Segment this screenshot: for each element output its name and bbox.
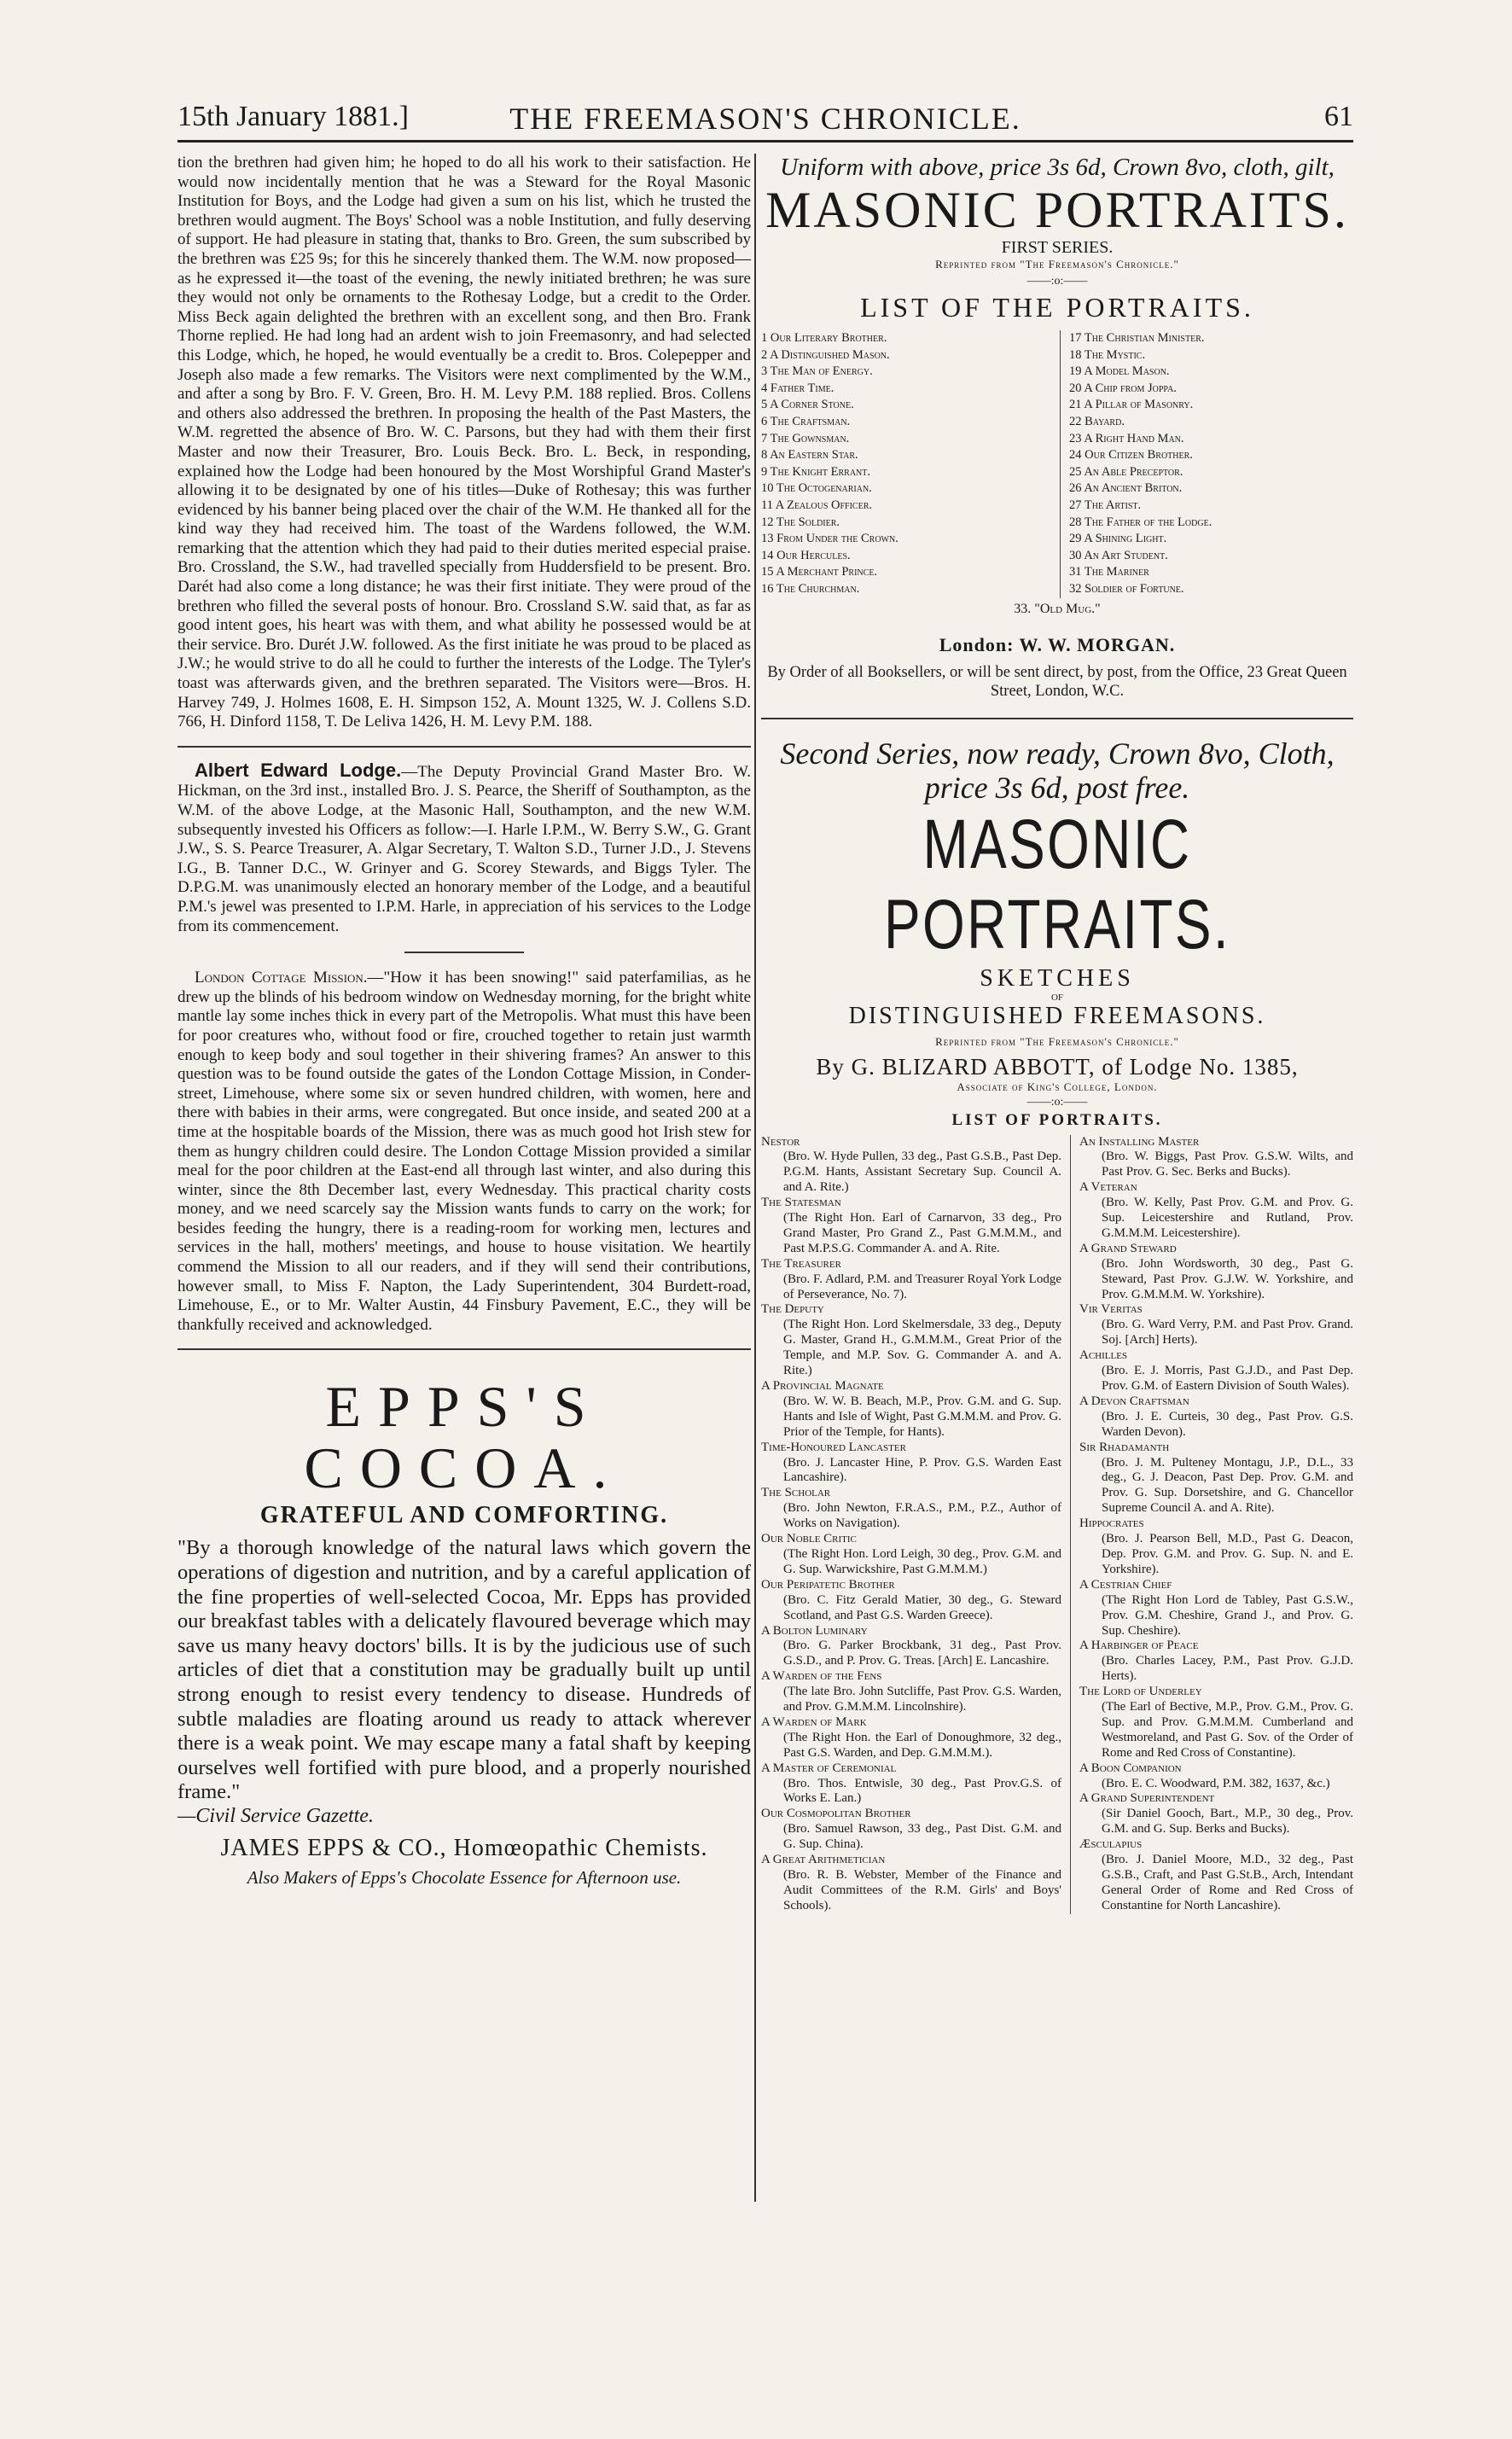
left-column (177, 154, 751, 1889)
sketch-title: The Scholar (761, 1486, 831, 1500)
sketch-description: (Bro. F. Adlard, P.M. and Treasurer Royal York Lodge of Perseverance, No. 7). (783, 1272, 1061, 1301)
portrait-list-item: 2 A Distinguished Mason. (761, 347, 890, 362)
albert-edward-article (177, 761, 751, 936)
sketch-description: (Sir Daniel Gooch, Bart., M.P., 30 deg., Prov. G.M. and G. Sup. Berks and Bucks). (1102, 1807, 1353, 1837)
issue-date: 15th January 1881.] (177, 101, 410, 132)
advert-tagline: Uniform with above, price 3s 6d, Crown 8vo, cloth, gilt, (780, 154, 1335, 181)
portrait-list-item: 3 The Man of Energy. (761, 364, 873, 379)
sketch-description: (Bro. R. B. Webster, Member of the Finance and Audit Committees of the R.M. Girls' and Boys' Schools). (783, 1868, 1061, 1912)
advert-title: EPPS'S COCOA. (304, 1374, 625, 1501)
sketch-description: (The Right Hon Lord de Tabley, Past G.S.W., Prov. G.M. Cheshire, Grand J., and Prov. G. Sup. Cheshire). (1102, 1592, 1353, 1638)
sketch-entry (761, 1807, 1061, 1853)
sketch-description: (Bro. J. Daniel Moore, M.D., 32 deg., Past G.S.B., Craft, and Past G.St.B., Arch, Intendant General Order of Rome and Red Cross of Constantine for North Lancashire). (1102, 1853, 1353, 1912)
advert-tagline: Second Series, now ready, Crown 8vo, Cloth, (780, 736, 1335, 771)
portrait-list-right (1060, 330, 1353, 598)
sketch-description: (Bro. J. E. Curteis, 30 deg., Past Prov. G.S. Warden Devon). (1102, 1409, 1353, 1439)
portrait-list-item: 21 A Pillar of Masonry. (1069, 398, 1194, 412)
short-divider (404, 952, 524, 953)
ornament-divider: ——:o:—— (1026, 1095, 1088, 1109)
sketch-entry (761, 1302, 1061, 1379)
list-heading: LIST OF THE PORTRAITS. (860, 292, 1254, 323)
portrait-list-item: 16 The Churchman. (761, 581, 860, 596)
rothesay-report: tion the brethren had given him; he hoped to do all his work to their satisfaction. He would now incidentally mention that he was a Steward for the Royal Masonic Institution for Boys, and the Lodge had given a sum on his list, which he trusted the brethren would augment. The Boys' School was a noble Institution, and fully deserving of support. He had pleasure in stating that, thanks to Bro. Green, the sum subscribed by the brethren was £25 9s; for this he sincerely thanked them. The W.M. now proposed—as he expressed it—the toast of the evening, the newly initiated brethren; he was sure they would not only be ornaments to the Rothesay Lodge, but a credit to the Order. Miss Beck again delighted the brethren with an excellent song, and then Bro. Frank Thorne replied. He had long had an ardent wish to join Freemasonry, and had selected this Lodge, which, he hoped, he would eventually be a credit to. Bros. Colepepper and Joseph also made a few remarks. The Visitors were next complimented by the W.M., and after a song by Bro. F. V. Green, Bro. H. M. Levy P.M. 188 replied. Bros. Collens and others also addressed the brethren. In proposing the health of the Past Masters, the W.M. regretted the absence of Bro. W. C. Parsons, but they had with them their first Master and now their Treasurer, Bro. Louis Beck. Bro. L. Beck, in responding, explained how the Lodge had been honoured by the Most Worshipful Grand Master's allowing it to be designated by one of his titles—Duke of Rothesay; this was further evidenced by his banner being placed over the chair of the W.M. He thanked all for the kind way they had received him. The toast of the Wardens followed, the W.M. remarking that the attention which they had paid to their duties merited especial praise. Bro. Crossland, the S.W., had travelled specially from Huddersfield to be present. Bro. Darét had also come a long distance; he was their first initiate. They were proud of the brethren who filled the several posts of honour. Bro. Crossland S.W. said that, as far as good intent goes, his heart was with them, and what ability he possessed would be at their service. Bro. Durét J.W. followed. As the first initiate he was proud to be placed as J.W.; he would strive to do all he could to further the interests of the Lodge. The Tyler's toast was afterwards given, and the brethren separated. The Visitors were—Bros. H. Harvey 749, J. Holmes 1608, E. H. Simpson 152, A. Mount 1325, W. J. Collens S.D. 766, H. Dinford 1158, T. De Leliva 1426, H. M. Levy P.M. 188. (177, 154, 751, 731)
section-divider (177, 1348, 751, 1350)
sketch-description: (Bro. W. Kelly, Past Prov. G.M. and Prov. G. Sup. Leicestershire and Rutland, Prov. G.M.M.M. Leicestershire). (1102, 1196, 1353, 1240)
portrait-list-item: 30 An Art Student. (1069, 548, 1168, 562)
sketch-title: A Grand Superintendent (1079, 1791, 1215, 1806)
portrait-list-item: 11 A Zealous Officer. (761, 498, 873, 512)
sketch-title: Our Cosmopolitan Brother (761, 1807, 911, 1821)
sketch-title: A Warden of the Fens (761, 1669, 882, 1684)
sketch-entry (1079, 1135, 1353, 1181)
sketch-title: Achilles (1079, 1348, 1128, 1363)
portrait-list-item: 12 The Soldier. (761, 515, 840, 529)
portrait-list-item: 29 A Shining Light. (1069, 532, 1167, 546)
article-heading: Albert Edward Lodge. (195, 759, 402, 781)
sketch-description: (Bro. Samuel Rawson, 33 deg., Past Dist. G.M. and G. Sup. China). (783, 1822, 1061, 1852)
portrait-list-item: 32 Soldier of Fortune. (1069, 581, 1184, 596)
sketch-entry (761, 1532, 1061, 1578)
advert-subtitle: GRATEFUL AND COMFORTING. (259, 1502, 669, 1529)
sketch-entry (1079, 1441, 1353, 1517)
sketch-title: An Installing Master (1079, 1134, 1200, 1149)
sketch-description: (Bro. W. Hyde Pullen, 33 deg., Past G.S.B., Past Dep. P.G.M. Hants, Assistant Secretary Sup. Council A. and A. Rite.) (783, 1150, 1061, 1195)
reprinted-note: Reprinted from "The Freemason's Chronicle." (935, 258, 1179, 271)
advert-citation: —Civil Service Gazette. (177, 1804, 374, 1827)
advert-tagline-2: price 3s 6d, post free. (924, 770, 1190, 805)
sketch-description: (Bro. J. M. Pulteney Montagu, J.P., D.L., 33 deg., G. J. Deacon, Past Dep. Prov. G.M. and Prov. G. Sup. Dorsetshire, and G. Chancellor Supreme Council A. and A. Rite). (1102, 1455, 1353, 1516)
sketch-entry (761, 1257, 1061, 1303)
right-column (761, 154, 1353, 1914)
cottage-mission-article (177, 969, 751, 1335)
sketch-entry (1079, 1242, 1353, 1303)
sketch-description: (Bro. John Wordsworth, 30 deg., Past G. Steward, Past Prov. G.J.W. W. Yorkshire, and Prov. G.M.M.M. W. Yorkshire). (1102, 1256, 1353, 1301)
sketch-title: Time-Honoured Lancaster (761, 1440, 906, 1454)
list-heading: LIST OF PORTRAITS. (951, 1110, 1163, 1129)
portrait-list-item: 28 The Father of the Lodge. (1069, 515, 1213, 529)
sketch-title: Nestor (761, 1134, 800, 1149)
sketch-title: A Master of Ceremonial (761, 1761, 897, 1775)
sketch-entry (1079, 1180, 1353, 1242)
epps-cocoa-advert (177, 1376, 751, 1889)
sketch-list-left (761, 1135, 1071, 1914)
sketch-title: A Cestrian Chief (1079, 1577, 1172, 1592)
sketch-description: (Bro. C. Fitz Gerald Matier, 30 deg., G. Steward Scotland, and Past G.S. Warden Greece). (783, 1592, 1061, 1622)
sketch-title: A Great Arithmetician (761, 1853, 886, 1867)
portrait-list-item: 31 The Mariner (1069, 565, 1149, 579)
header-rule (177, 140, 1353, 143)
sketch-description: (Bro. G. Ward Verry, P.M. and Past Prov. Grand. Soj. [Arch] Herts). (1102, 1318, 1353, 1348)
sketch-title: Our Noble Critic (761, 1532, 857, 1546)
sketch-description: (The Right Hon. Earl of Carnarvon, 33 deg., Pro Grand Master, Pro Grand Z., Past G.M.M.M., and Past M.P.S.G. Commander A. and A. Rite. (783, 1211, 1061, 1255)
author-line: By G. BLIZARD ABBOTT, of Lodge No. 1385, (816, 1053, 1299, 1080)
article-text: —"How it has been snowing!" said paterfamilias, as he drew up the blinds of his bedroom window on Wednesday morning, for the bright white mantle lay some inches thick in every part of the Metropolis. What must this have been for poor creatures who, without food or fire, crouched together to retain just warmth enough to keep body and soul together in their shivering frames? An answer to this question was to be found outside the gates of the London Cottage Mission, in Conder-street, Limehouse, where some six or seven hundred children, with women, here and there with babies in their arms, were congregated. But once inside, and seated 200 at a time at the hospitable boards of the Mission, there was as much good hot Irish stew for them as hungry children could desire. The London Cottage Mission provided a similar meal for the poor children at the East-end all through last winter, and also during this winter, since the 8th December last, every Wednesday. This practical charity costs money, and we need scarcely say the Mission wants funds to carry on the work; for besides feeding the hungry, there is a reading-room for working men, lectures and services in the hall, mothers' meetings, and house to house visitation. We heartily commend the Mission to all our readers, and if they will send their contributions, however small, to Miss F. Napton, the Lady Superintendent, 304 Burdett-road, Limehouse, E., or to Mr. Walter Austin, 44 Finsbury Pavement, E.C., they will be thankfully received and acknowledged. (177, 969, 751, 1334)
portrait-list-item: 9 The Knight Errant. (761, 464, 870, 479)
sketch-title: A Provincial Magnate (761, 1379, 884, 1393)
sketch-entry (1079, 1639, 1353, 1685)
portrait-list-item: 6 The Craftsman. (761, 414, 851, 428)
portrait-list-item: 25 An Able Preceptor. (1069, 464, 1183, 479)
portrait-list-item: 4 Father Time. (761, 381, 835, 395)
portrait-list-item: 10 The Octogenarian. (761, 481, 872, 496)
page-number: 61 (1324, 101, 1353, 132)
portrait-list-item: 14 Our Hercules. (761, 548, 851, 562)
portrait-list-item: 18 The Mystic. (1069, 347, 1146, 362)
sketch-entry (1079, 1837, 1353, 1914)
sketch-entry (1079, 1685, 1353, 1761)
column-divider (754, 154, 756, 2202)
advert-title: MASONIC PORTRAITS. (765, 182, 1349, 238)
second-series-advert (761, 736, 1353, 1914)
sketch-title: Vir Veritas (1079, 1302, 1143, 1317)
sketch-description: (Bro. G. Parker Brockbank, 31 deg., Past Prov. G.S.D., and P. Prov. G. Treas. [Arch] E. Lancashire. (783, 1639, 1061, 1668)
sketch-entry (761, 1669, 1061, 1715)
sketch-entry (1079, 1516, 1353, 1578)
sketch-entry (761, 1196, 1061, 1257)
article-heading: London Cottage Mission. (195, 969, 368, 987)
sketch-title: A Bolton Luminary (761, 1623, 868, 1638)
advert-footnote: Also Makers of Epps's Chocolate Essence for Afternoon use. (247, 1866, 682, 1888)
sketch-description: (The late Bro. John Sutcliffe, Past Prov. G.S. Warden, and Prov. G.M.M.M. Lincolnshire). (783, 1685, 1061, 1714)
sketch-entry (1079, 1791, 1353, 1837)
sketch-list-right (1071, 1135, 1353, 1914)
sketch-entry (761, 1135, 1061, 1196)
sketch-description: (Bro. John Newton, F.R.A.S., P.M., P.Z., Author of Works on Navigation). (783, 1501, 1061, 1531)
sketches-label: SKETCHES (980, 964, 1135, 992)
first-series-advert (761, 154, 1353, 701)
portrait-list-item: 27 The Artist. (1069, 498, 1142, 512)
sketch-entry (1079, 1761, 1353, 1792)
portrait-list-item: 1 Our Literary Brother. (761, 331, 887, 345)
associate-line: Associate of King's College, London. (957, 1080, 1158, 1093)
section-divider (177, 746, 751, 748)
order-note: By Order of all Booksellers, or will be sent direct, by post, from the Office, 23 Great Queen Street, London, W.C. (767, 663, 1347, 700)
sketch-description: (Bro. J. Lancaster Hine, P. Prov. G.S. Warden East Lancashire). (783, 1455, 1061, 1485)
sketch-entry (1079, 1394, 1353, 1441)
distinguished-label: DISTINGUISHED FREEMASONS. (848, 1002, 1266, 1029)
sketch-title: A Warden of Mark (761, 1714, 867, 1729)
portrait-list-item: 17 The Christian Minister. (1069, 331, 1205, 345)
sketch-list (761, 1135, 1353, 1914)
portrait-list-item: 22 Bayard. (1069, 414, 1125, 428)
section-divider (761, 718, 1353, 719)
sketch-entry (761, 1379, 1061, 1441)
sketch-description: (Bro. J. Pearson Bell, M.D., Past G. Deacon, Dep. Prov. G.M. and Prov. G. Sup. N. and E. Yorkshire). (1102, 1532, 1353, 1576)
sketch-description: (Bro. W. Biggs, Past Prov. G.S.W. Wilts, and Past Prov. G. Sec. Berks and Bucks). (1102, 1150, 1353, 1179)
advert-text: "By a thorough knowledge of the natural laws which govern the operations of digestion and nutrition, and by a careful application of the fine properties of well-selected Cocoa, Mr. Epps has provided our breakfast tables with a delicately flavoured beverage which may save us many heavy doctors' bills. It is by the judicious use of such articles of diet that a constitution may be gradually built up until strong enough to resist every tendency to disease. Hundreds of subtle maladies are floating around us ready to attack wherever there is a weak point. We may escape many a fatal shaft by keeping ourselves well fortified with pure blood, and a properly nourished frame." (177, 1536, 751, 1804)
last-portrait: 33. "Old Mug." (1014, 601, 1101, 616)
sketch-description: (Bro. Thos. Entwisle, 30 deg., Past Prov.G.S. of Works E. Lan.) (783, 1776, 1061, 1806)
series-label: FIRST SERIES. (1001, 238, 1114, 257)
sketch-entry (1079, 1348, 1353, 1394)
advert-title: MASONIC PORTRAITS. (883, 805, 1231, 963)
sketch-title: A Grand Steward (1079, 1241, 1177, 1255)
sketch-description: (The Right Hon. the Earl of Donoughmore, 32 deg., Past G.S. Warden, and Dep. G.M.M.M.). (783, 1730, 1061, 1760)
sketch-entry (1079, 1302, 1353, 1348)
reprinted-note: Reprinted from "The Freemason's Chronicle." (935, 1034, 1179, 1048)
sketch-title: The Deputy (761, 1302, 824, 1317)
sketch-title: The Treasurer (761, 1256, 841, 1271)
sketch-title: A Harbinger of Peace (1079, 1639, 1199, 1653)
portrait-list-item: 19 A Model Mason. (1069, 364, 1170, 379)
sketch-title: Æsculapius (1079, 1837, 1143, 1852)
masthead: THE FREEMASON'S CHRONICLE. (509, 102, 1021, 136)
sketch-entry (761, 1761, 1061, 1807)
publisher: London: W. W. MORGAN. (939, 633, 1176, 655)
sketch-title: Hippocrates (1079, 1516, 1144, 1531)
portrait-list-item: 20 A Chip from Joppa. (1069, 381, 1177, 395)
advert-firm: JAMES EPPS & CO., Homœopathic Chemists. (220, 1834, 708, 1861)
article-text: —The Deputy Provincial Grand Master Bro. W. Hickman, on the 3rd inst., installed Bro. J. S. Pearce, the Sheriff of Southampton, as the W.M. of the above Lodge, at the Masonic Hall, Southampton, and the new W.M. subsequently invested his Officers as follow:—I. Harle I.P.M., W. Berry S.W., G. Grant J.W., S. S. Pearce Treasurer, A. Algar Secretary, T. Walton S.D., Turner J.D., J. Stevens I.G., B. Tanner D.C., W. Grinyer and G. Scorey Stewards, and Biggs Tyler. The D.P.G.M. was unanimously elected an honorary member of the Lodge, and a beautiful P.M.'s jewel was presented to I.P.M. Harle, in appreciation of his services to the Lodge from its commencement. (177, 762, 751, 935)
portrait-list-item: 23 A Right Hand Man. (1069, 431, 1184, 445)
sketch-entry (761, 1853, 1061, 1914)
sketch-title: A Devon Craftsman (1079, 1394, 1189, 1408)
sketch-title: Sir Rhadamanth (1079, 1440, 1170, 1454)
sketch-title: Our Peripatetic Brother (761, 1577, 895, 1592)
sketch-entry (761, 1624, 1061, 1670)
portrait-list-left (761, 330, 1060, 598)
portrait-list-item: 24 Our Citizen Brother. (1069, 448, 1193, 463)
sketch-description: (The Earl of Bective, M.P., Prov. G.M., Prov. G. Sup. and Prov. G.M.M.M. Cumberland and Westmoreland, and Past G. Sov. of the Order of Rome and Red Cross of Constantine). (1102, 1700, 1353, 1760)
sketch-description: (The Right Hon. Lord Skelmersdale, 33 deg., Deputy G. Master, Grand H., G.M.M.M., Great Prior of the Temple, and M.P. Sov. G. Commander A. and A. Rite.) (783, 1318, 1061, 1378)
portrait-list-item: 26 An Ancient Briton. (1069, 481, 1183, 496)
sketch-description: (The Right Hon. Lord Leigh, 30 deg., Prov. G.M. and G. Sup. Warwickshire, Past G.M.M.M.) (783, 1546, 1061, 1576)
portrait-list-item: 8 An Eastern Star. (761, 448, 858, 463)
sketch-entry (761, 1715, 1061, 1761)
sketch-entry (761, 1578, 1061, 1624)
sketch-title: The Lord of Underley (1079, 1685, 1202, 1699)
portrait-list-item: 5 A Corner Stone. (761, 398, 854, 412)
sketch-title: A Boon Companion (1079, 1761, 1182, 1775)
sketch-description: (Bro. W. W. B. Beach, M.P., Prov. G.M. and G. Sup. Hants and Isle of Wight, Past G.M.M.M. and Prov. G. Prior of the Temple, for Hants). (783, 1394, 1061, 1439)
sketch-entry (1079, 1578, 1353, 1639)
ornament-divider: ——:o:—— (1026, 275, 1088, 288)
sketch-description: (Bro. E. C. Woodward, P.M. 382, 1637, &c.) (1102, 1776, 1330, 1790)
of-label: OF (1050, 992, 1064, 1003)
sketch-description: (Bro. E. J. Morris, Past G.J.D., and Past Dep. Prov. G.M. of Eastern Division of South Wales). (1102, 1364, 1353, 1393)
portrait-list-item: 15 A Merchant Prince. (761, 565, 878, 579)
page-header (177, 101, 1353, 154)
sketch-entry (761, 1486, 1061, 1532)
sketch-title: A Veteran (1079, 1180, 1137, 1195)
portrait-list-item: 7 The Gownsman. (761, 431, 850, 445)
sketch-description: (Bro. Charles Lacey, P.M., Past Prov. G.J.D. Herts). (1102, 1654, 1353, 1684)
sketch-entry (761, 1441, 1061, 1487)
portrait-list-item: 13 From Under the Crown. (761, 532, 898, 546)
portrait-list (761, 330, 1353, 598)
sketch-title: The Statesman (761, 1196, 841, 1210)
